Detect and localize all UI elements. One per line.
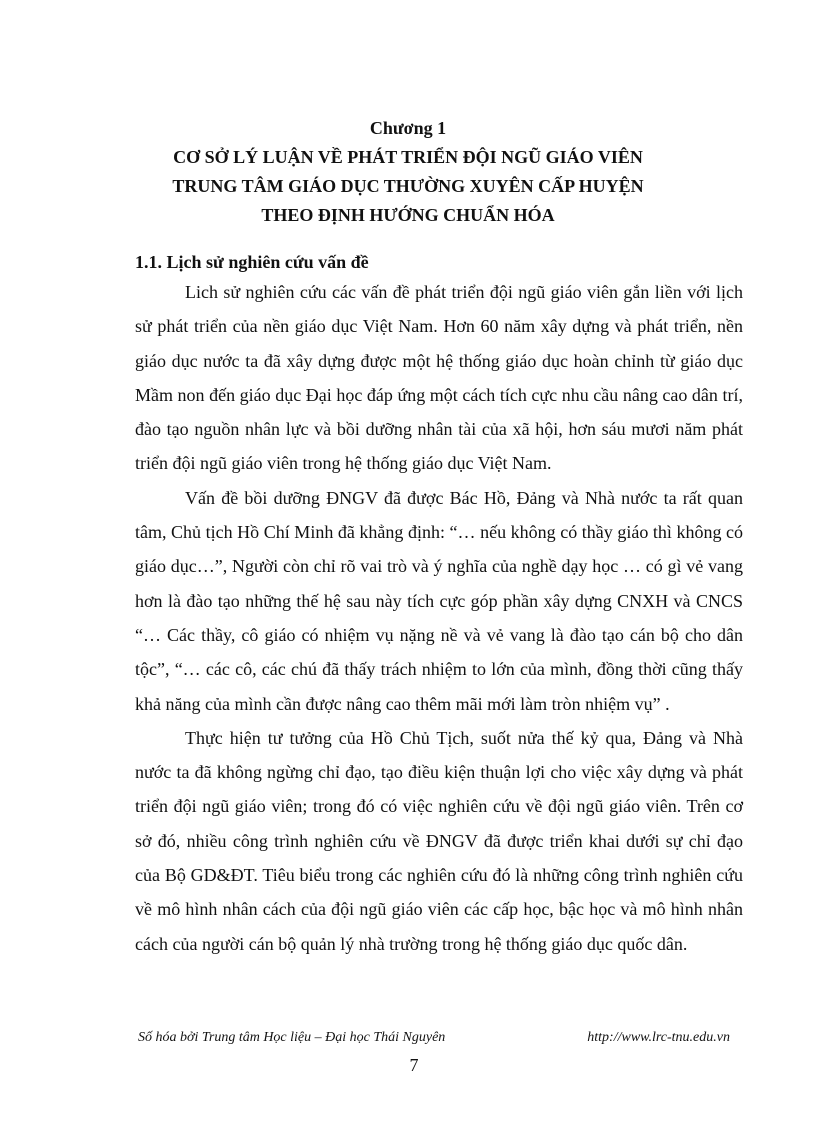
- page-number: 7: [409, 1055, 419, 1075]
- chapter-title-line-1: CƠ SỞ LÝ LUẬN VỀ PHÁT TRIỂN ĐỘI NGŨ GIÁO VIÊN: [173, 147, 643, 167]
- paragraph-3: Thực hiện tư tưởng của Hồ Chủ Tịch, suốt nửa thế kỷ qua, Đảng và Nhà nước ta đã không ngừng chỉ đạo, tạo điều kiện thuận lợi cho việc xây dựng và phát triển đội ngũ giáo viên; trong đó có việc nghiên cứu về đội ngũ giáo viên. Trên cơ sở đó, nhiều công trình nghiên cứu về ĐNGV đã được triển khai dưới sự chỉ đạo của Bộ GD&ĐT. Tiêu biểu trong các nghiên cứu đó là những công trình nghiên cứu về mô hình nhân cách của đội ngũ giáo viên các cấp học, bậc học và mô hình nhân cách của người cán bộ quản lý nhà trường trong hệ thống giáo dục quốc dân.: [135, 727, 743, 954]
- section-title: 1.1. Lịch sử nghiên cứu vấn đề: [135, 252, 369, 272]
- footer-source-text: Số hóa bởi Trung tâm Học liệu – Đại học Thái Nguyên: [138, 1030, 446, 1045]
- paragraph-2: Vấn đề bồi dưỡng ĐNGV đã được Bác Hồ, Đảng và Nhà nước ta rất quan tâm, Chủ tịch Hồ Chí Minh đã khẳng định: “… nếu không có thầy giáo thì không có giáo dục…”, Người còn chỉ rõ vai trò và ý nghĩa của nghề dạy học … có gì vẻ vang hơn là đào tạo những thế hệ sau này tích cực góp phần xây dựng CNXH và CNCS “… Các thầy, cô giáo có nhiệm vụ nặng nề và vẻ vang là đào tạo cán bộ cho dân tộc”, “… các cô, các chú đã thấy trách nhiệm to lớn của mình, đồng thời cũng thấy khả năng của mình cần được nâng cao thêm mãi mới làm tròn nhiệm vụ” .: [135, 487, 743, 714]
- section-body: [135, 275, 743, 961]
- chapter-title-line-3: THEO ĐỊNH HƯỚNG CHUẨN HÓA: [261, 205, 555, 225]
- paragraph-1: Lich sử nghiên cứu các vấn đề phát triển đội ngũ giáo viên gắn liền với lịch sử phát triển của nền giáo dục Việt Nam. Hơn 60 năm xây dựng và phát triển, nền giáo dục nước ta đã xây dựng được một hệ thống giáo dục hoàn chỉnh từ giáo dục Mầm non đến giáo dục Đại học đáp ứng một cách tích cực nhu cầu nâng cao dân trí, đào tạo nguồn nhân lực và bồi dưỡng nhân tài của xã hội, hơn sáu mươi năm phát triển đội ngũ giáo viên trong hệ thống giáo dục Việt Nam.: [135, 282, 743, 474]
- footer-url: http://www.lrc-tnu.edu.vn: [587, 1030, 730, 1045]
- chapter-heading: [100, 114, 716, 230]
- chapter-label: Chương 1: [369, 118, 447, 138]
- chapter-title-line-2: TRUNG TÂM GIÁO DỤC THƯỜNG XUYÊN CẤP HUYỆN: [172, 176, 644, 196]
